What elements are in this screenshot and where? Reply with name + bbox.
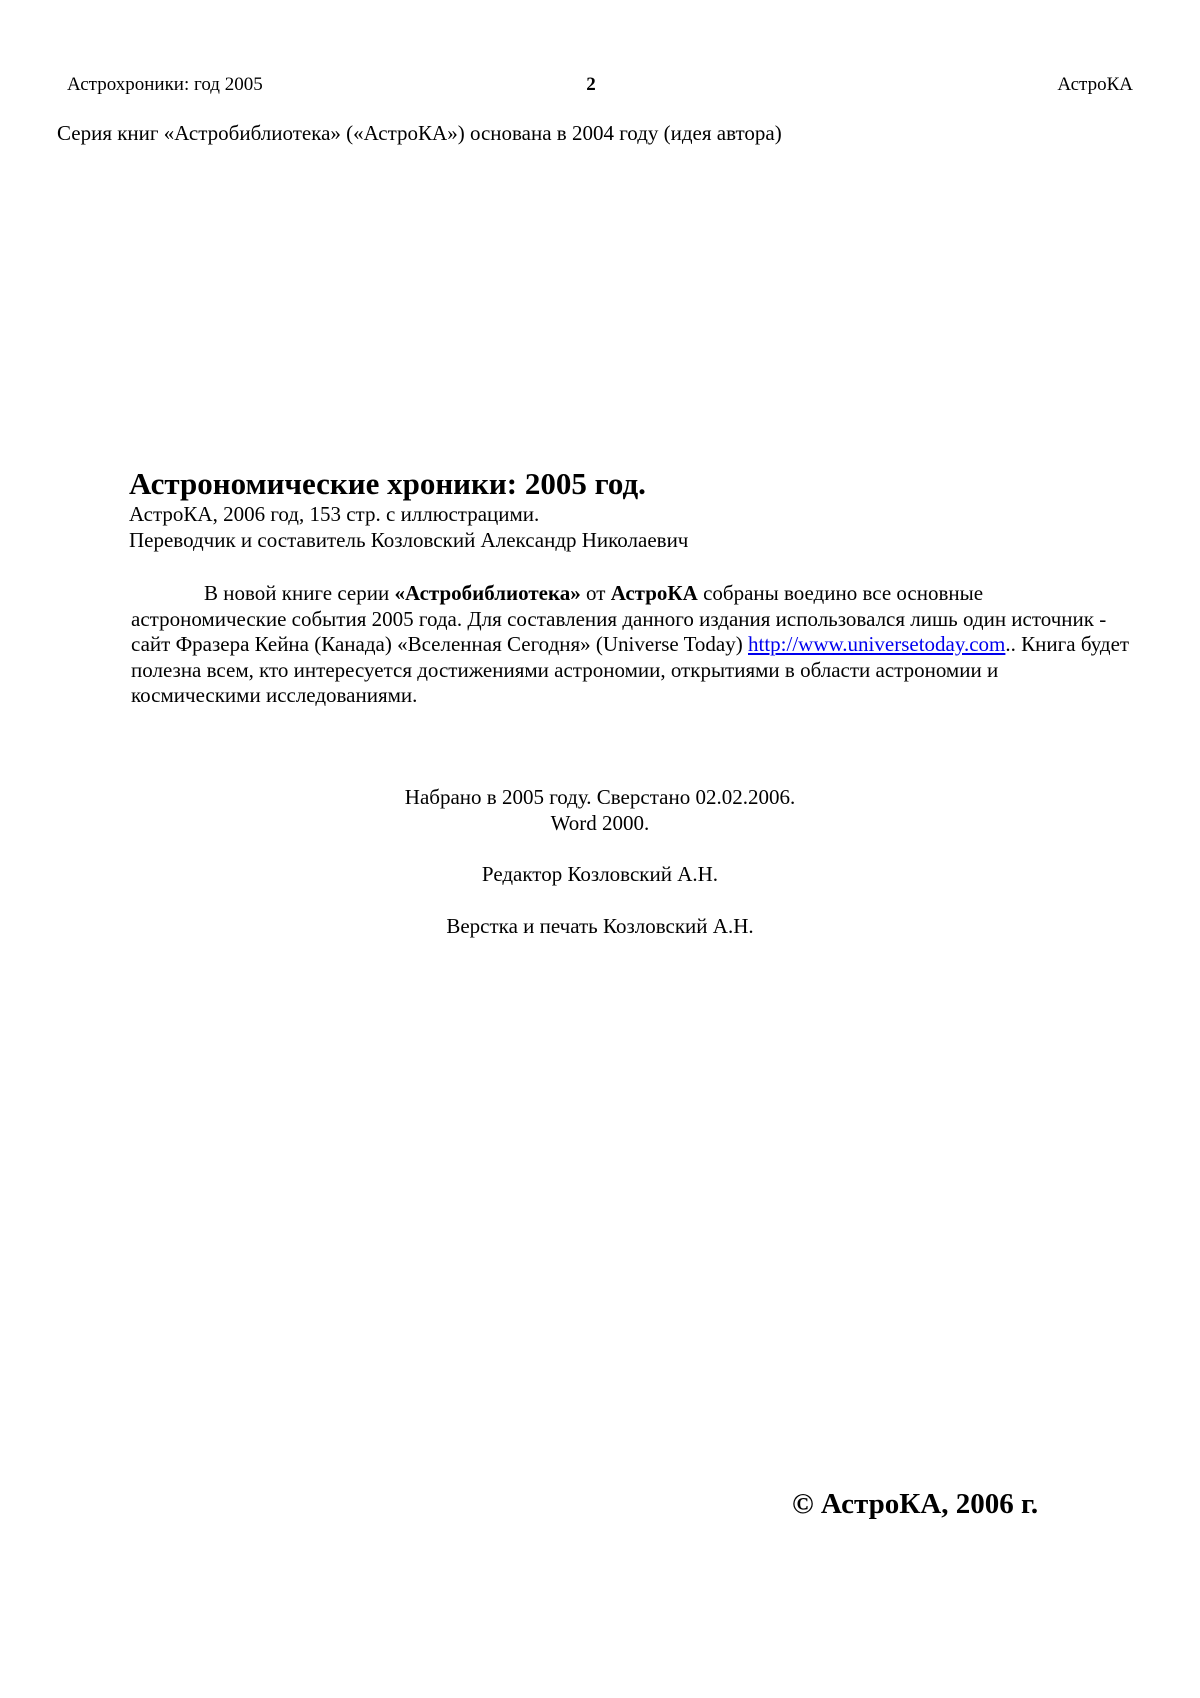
imprint-editor: Редактор Козловский А.Н. <box>481 862 719 886</box>
running-header-right: АстроКА <box>1057 74 1133 95</box>
description-text-1: В новой книге серии <box>204 581 395 605</box>
running-header-left: Астрохроники: год 2005 <box>67 74 263 95</box>
book-publication-info: АстроКА, 2006 год, 153 стр. с иллюстрацими. <box>129 502 540 526</box>
universetoday-link[interactable]: http://www.universetoday.com <box>748 632 1006 656</box>
description-text-2: от <box>580 581 611 605</box>
book-title: Астрономические хроники: 2005 год. <box>129 466 646 501</box>
description-text-4: .. Книга будет полезна всем, кто интересуется достижениями астрономии, открытиями в области астрономии и космическими исследованиями. <box>131 632 1130 707</box>
imprint-layout-print: Верстка и печать Козловский А.Н. <box>446 914 754 938</box>
series-name-bold: «Астробиблиотека» <box>394 581 581 605</box>
book-description <box>131 581 1131 709</box>
page-number: 2 <box>586 74 596 95</box>
series-note: Серия книг «Астробиблиотека» («АстроКА») основана в 2004 году (идея автора) <box>57 121 782 145</box>
imprint-typeset-date: Набрано в 2005 году. Сверстано 02.02.2006. <box>404 785 796 809</box>
publisher-name-bold: АстроКА <box>610 581 698 605</box>
book-translator-info: Переводчик и составитель Козловский Александр Николаевич <box>129 528 689 552</box>
copyright-notice: © АстроКА, 2006 г. <box>792 1488 1039 1520</box>
description-text-3: собраны воедино все основные астрономические события 2005 года. Для составления данного издания использовался лишь один источник - сайт Фразера Кейна (Канада) «Вселенная Сегодня» (Universe Today) <box>131 581 1107 656</box>
imprint-software: Word 2000. <box>550 811 650 835</box>
